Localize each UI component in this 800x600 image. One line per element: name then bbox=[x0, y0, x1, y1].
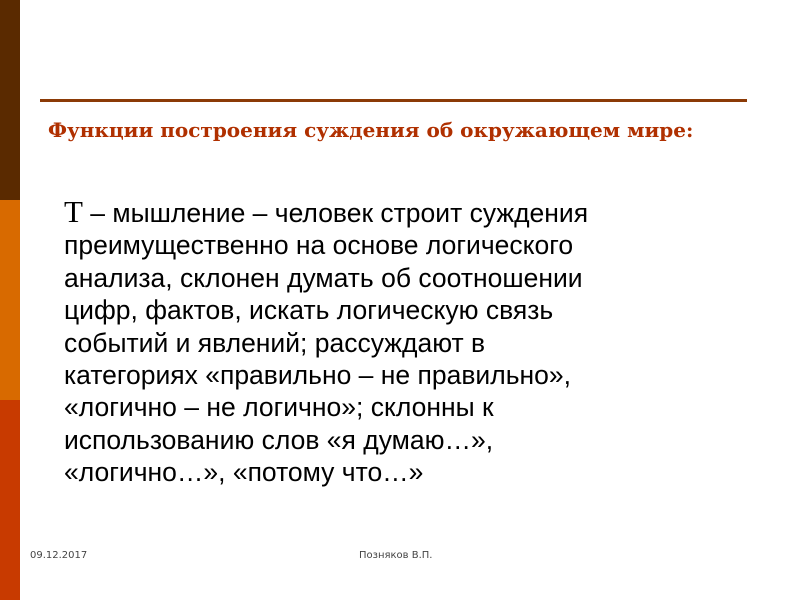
body-line: цифр, фактов, искать логическую связь bbox=[64, 295, 554, 326]
body-line: событий и явлений; рассуждают в bbox=[64, 327, 486, 358]
body-line: использованию слов «я думаю…», bbox=[64, 424, 494, 455]
body-lead-letter: Т bbox=[64, 194, 83, 229]
body-line: анализа, склонен думать об соотношении bbox=[64, 262, 583, 293]
body-line: преимущественно на основе логического bbox=[64, 230, 574, 261]
side-bar-bottom bbox=[0, 400, 20, 600]
footer-author: Позняков В.П. bbox=[359, 550, 433, 561]
slide-title: Функции построения суждения об окружающем мире: bbox=[48, 118, 694, 142]
body-line: – мышление – человек строит суждения bbox=[82, 198, 589, 228]
title-divider bbox=[40, 99, 747, 102]
slide-body bbox=[64, 196, 754, 489]
side-bar-middle bbox=[0, 200, 20, 400]
footer-date: 09.12.2017 bbox=[30, 550, 88, 561]
side-bar-top bbox=[0, 0, 20, 200]
body-line: «логично…», «потому что…» bbox=[64, 457, 424, 488]
body-line: категориях «правильно – не правильно», bbox=[64, 360, 571, 391]
body-line: «логично – не логично»; склонны к bbox=[64, 392, 494, 423]
